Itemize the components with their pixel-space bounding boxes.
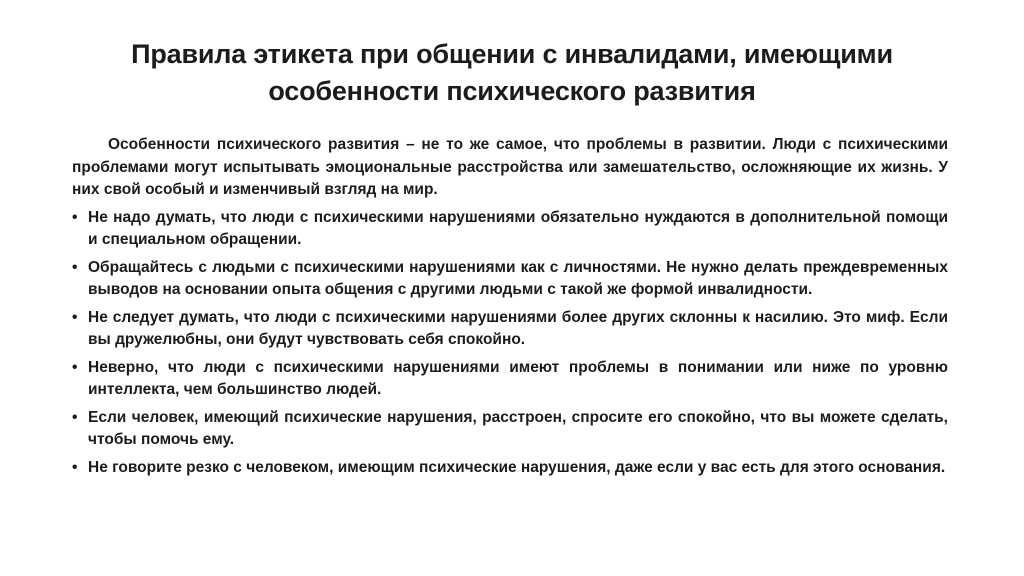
slide-title-line-2: особенности психического развития (268, 76, 756, 106)
bullet-text: Обращайтесь с людьми с психическими нарушениями как с личностями. Не нужно делать преждевременных выводов на основании опыта общения с другими людьми с такой же формой инвалидности. (88, 258, 948, 298)
bullet-text: Не говорите резко с человеком, имеющим психические нарушения, даже если у вас есть для этого основания. (88, 458, 946, 476)
bullet-item-6 (72, 457, 948, 480)
bullet-item-1 (72, 207, 948, 252)
slide-title-line-1: Правила этикета при общении с инвалидами, имеющими (131, 39, 893, 69)
bullet-icon: • (72, 358, 78, 376)
bullet-icon: • (72, 258, 78, 276)
slide-body (72, 134, 948, 484)
bullet-text: Неверно, что люди с психическими нарушениями имеют проблемы в понимании или ниже по уровню интеллекта, чем большинство людей. (88, 358, 948, 398)
bullet-text: Не следует думать, что люди с психическими нарушениями более других склонны к насилию. Это миф. Если вы дружелюбны, они будут чувствовать себя спокойно. (88, 308, 948, 348)
intro-paragraph: Особенности психического развития – не то же самое, что проблемы в развитии. Люди с психическими проблемами могут испытывать эмоциональные расстройства или замешательство, осложняющие их жизнь. У них свой особый и изменчивый взгляд на мир. (72, 136, 948, 198)
bullet-item-4 (72, 357, 948, 402)
bullet-icon: • (72, 308, 78, 326)
slide-title (60, 36, 964, 110)
bullet-icon: • (72, 208, 78, 226)
bullet-item-3 (72, 307, 948, 352)
bullet-icon: • (72, 458, 78, 476)
bullet-item-2 (72, 257, 948, 302)
bullet-icon: • (72, 408, 78, 426)
bullet-text: Если человек, имеющий психические нарушения, расстроен, спросите его спокойно, что вы можете сделать, чтобы помочь ему. (88, 408, 948, 448)
bullet-text: Не надо думать, что люди с психическими нарушениями обязательно нуждаются в дополнительной помощи и специальном обращении. (88, 208, 948, 248)
bullet-list (72, 207, 948, 480)
bullet-item-5 (72, 407, 948, 452)
